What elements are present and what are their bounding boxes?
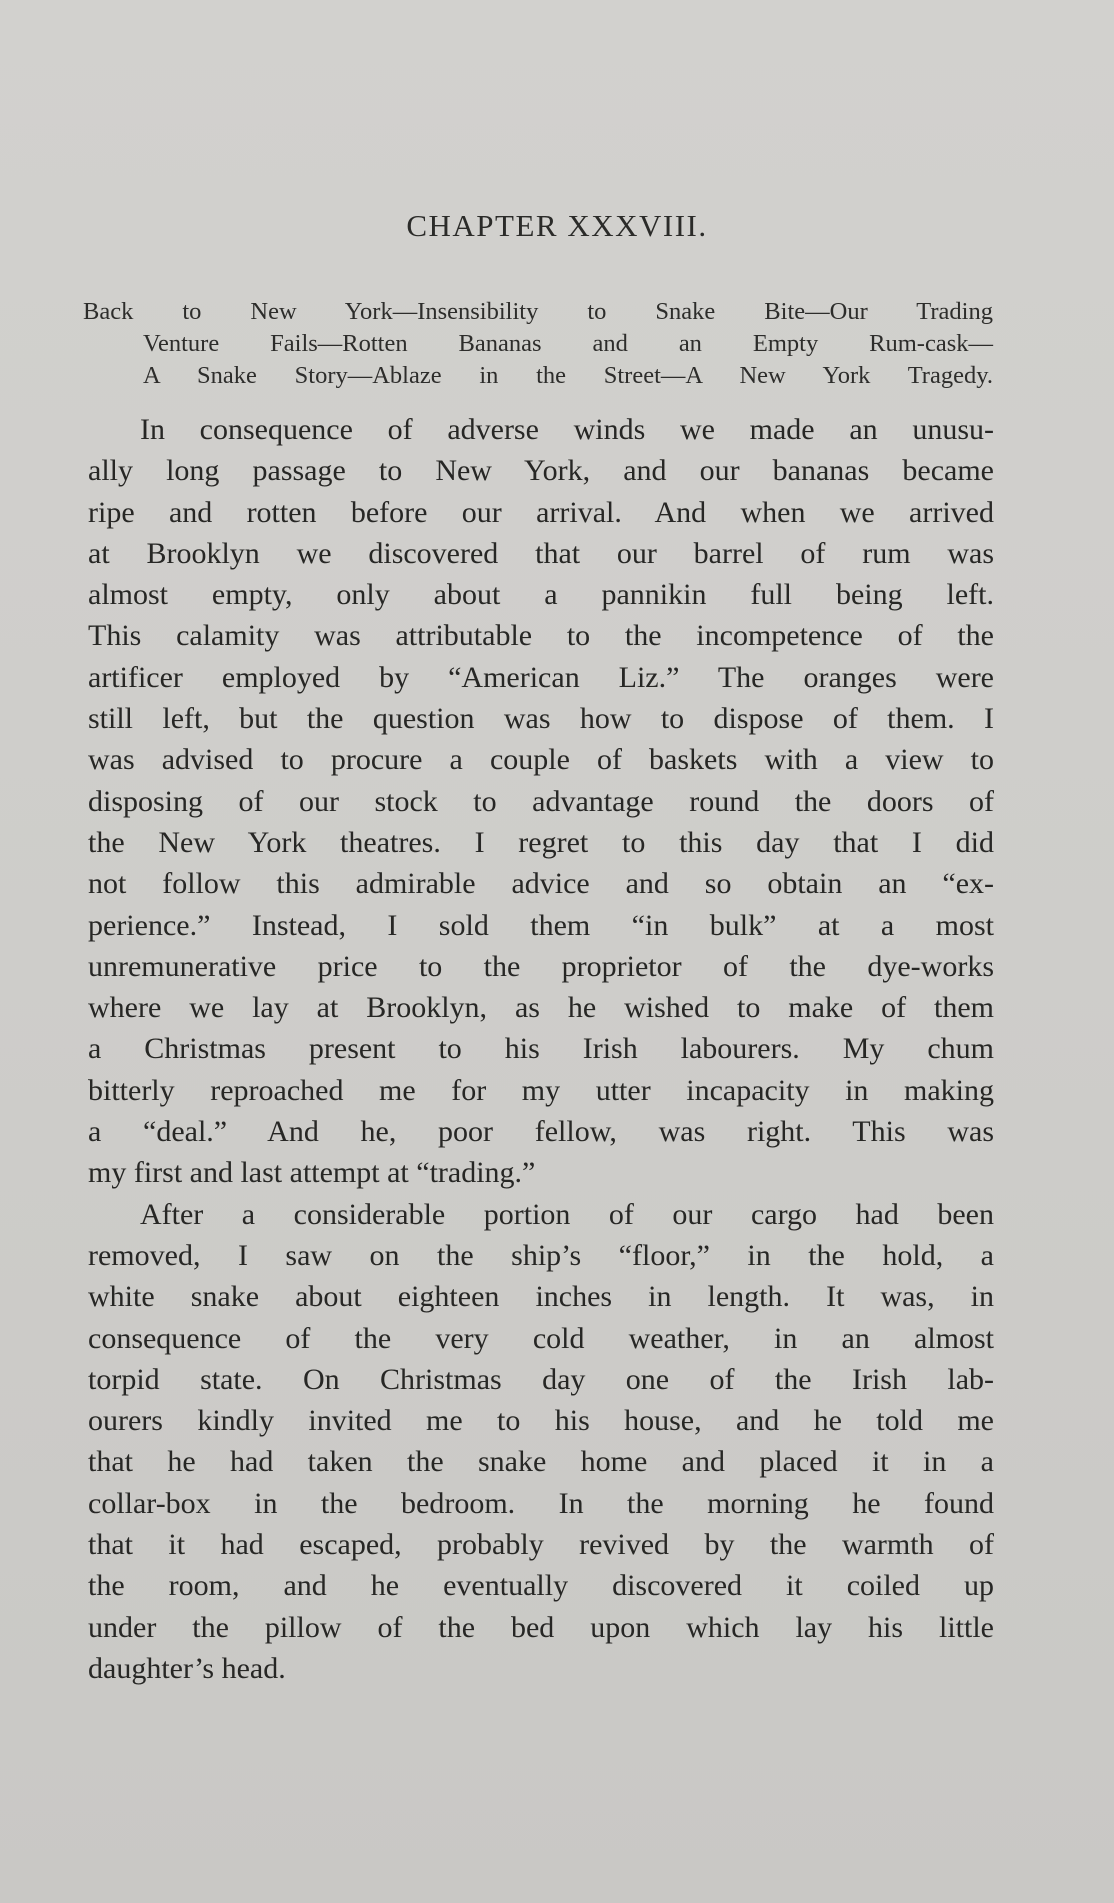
text-line: artificer employed by “American Liz.” The oranges were <box>88 660 994 694</box>
text-line: removed, I saw on the ship’s “floor,” in the hold, a <box>88 1238 994 1272</box>
text-line: that it had escaped, probably revived by the warmth of <box>88 1528 994 1562</box>
text-line: collar-box in the bedroom. In the morning he found <box>88 1486 994 1520</box>
text-line: ourers kindly invited me to his house, and he told me <box>88 1404 994 1438</box>
text-line: where we lay at Brooklyn, as he wished to make of them <box>88 991 994 1025</box>
text-line: unremunerative price to the proprietor of the dye-works <box>88 949 994 983</box>
text-line: ally long passage to New York, and our bananas became <box>88 454 994 488</box>
text-line: perience.” Instead, I sold them “in bulk” at a most <box>88 908 994 942</box>
text-line: under the pillow of the bed upon which lay his little <box>88 1610 994 1644</box>
text-line: at Brooklyn we discovered that our barrel of rum was <box>88 536 994 570</box>
text-line: consequence of the very cold weather, in an almost <box>88 1321 994 1355</box>
text-line: was advised to procure a couple of baskets with a view to <box>88 743 994 777</box>
text-line: the New York theatres. I regret to this day that I did <box>88 825 994 859</box>
text-line: still left, but the question was how to dispose of them. I <box>88 702 994 736</box>
paragraph-1 <box>88 409 994 1194</box>
text-line: ripe and rotten before our arrival. And when we arrived <box>88 495 994 529</box>
text-line: a Christmas present to his Irish labourers. My chum <box>88 1032 994 1066</box>
text-line: After a considerable portion of our cargo had been <box>140 1197 994 1231</box>
text-line: a “deal.” And he, poor fellow, was right. This was <box>88 1115 994 1149</box>
text-line: bitterly reproached me for my utter incapacity in making <box>88 1073 994 1107</box>
text-line: not follow this admirable advice and so obtain an “ex- <box>88 867 994 901</box>
text-line: almost empty, only about a pannikin full being left. <box>88 578 994 612</box>
text-line: that he had taken the snake home and placed it in a <box>88 1445 994 1479</box>
summary-line: A Snake Story—Ablaze in the Street—A New York Tragedy. <box>143 362 993 389</box>
text-line: the room, and he eventually discovered it coiled up <box>88 1569 994 1603</box>
text-line: disposing of our stock to advantage round the doors of <box>88 784 994 818</box>
summary-line: Back to New York—Insensibility to Snake Bite—Our Trading <box>83 298 993 325</box>
paragraph-2 <box>88 1194 994 1690</box>
text-line: In consequence of adverse winds we made an unusu- <box>140 413 994 446</box>
text-line: torpid state. On Christmas day one of the Irish lab- <box>88 1362 994 1396</box>
chapter-summary <box>83 296 993 392</box>
summary-line: Venture Fails—Rotten Bananas and an Empty Rum-cask— <box>143 330 993 357</box>
text-line: This calamity was attributable to the incompetence of the <box>88 619 994 653</box>
chapter-title: CHAPTER XXXVIII. <box>406 208 708 243</box>
text-line: my first and last attempt at “trading.” <box>88 1156 536 1190</box>
text-line: daughter’s head. <box>88 1651 286 1685</box>
text-line: white snake about eighteen inches in length. It was, in <box>88 1280 994 1314</box>
chapter-body <box>88 409 994 1689</box>
